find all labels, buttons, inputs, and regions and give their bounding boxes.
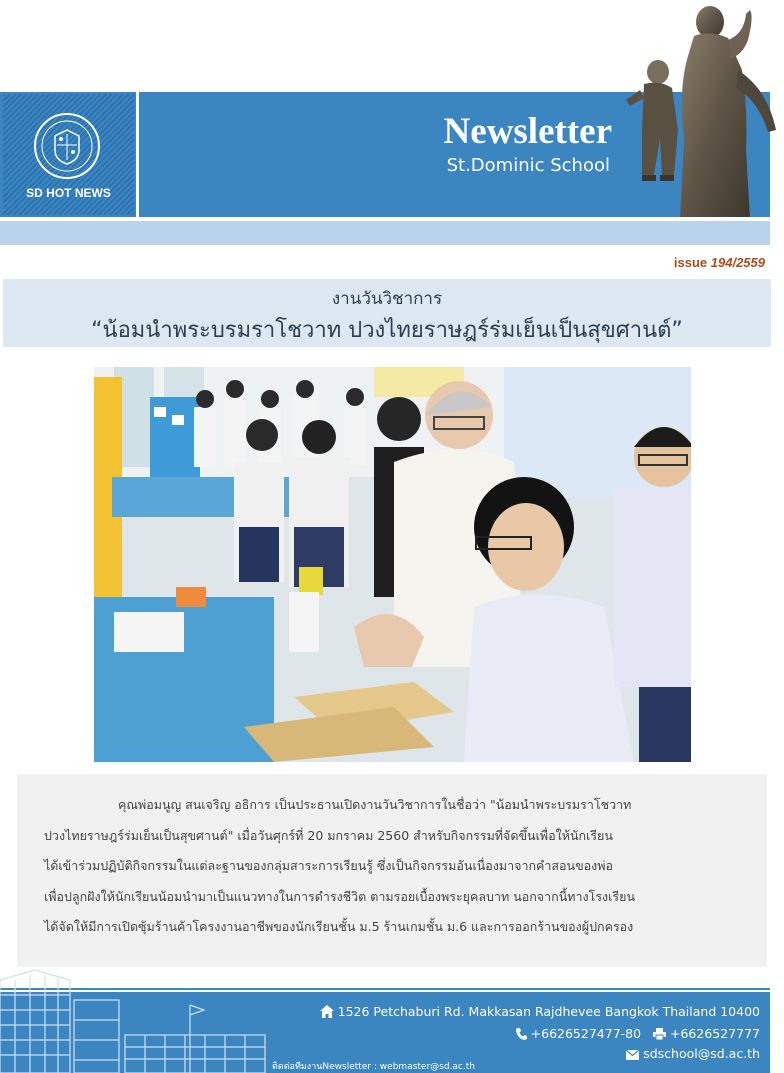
headline-line2: “น้อมนำพระบรมราโชวาท ปวงไทยราษฎร์ร่มเย็นเป็นสุขศานต์” bbox=[91, 318, 683, 343]
printer-icon bbox=[653, 1028, 666, 1040]
school-building-icon bbox=[0, 965, 275, 1073]
article-text bbox=[44, 790, 744, 943]
address-text: 1526 Petchaburi Rd. Makkasan Rajdhevee Bangkok Thailand 10400 bbox=[337, 1004, 760, 1019]
newsletter-contact[interactable]: ติดต่อทีมงานNewsletter : webmaster@sd.ac.th bbox=[272, 1062, 475, 1072]
newsletter-title: Newsletter bbox=[443, 111, 612, 152]
article-line: เพื่อปลูกฝังให้นักเรียนน้อมนำมาเป็นแนวทางในการดำรงชีวิต ตามรอยเบื้องพระยุคลบาท นอกจากนี้ทางโรงเรียน bbox=[44, 888, 636, 904]
article-line: ได้เข้าร่วมปฏิบัติกิจกรรมในแต่ละฐานของกลุ่มสาระการเรียนรู้ ซึ่งเป็นกิจกรรมอันเนื่องมาจากคำสอนของพ่อ bbox=[44, 858, 614, 873]
phone-icon bbox=[516, 1028, 527, 1040]
article-line: ได้จัดให้มีการเปิดซุ้มร้านค้าโครงงานอาชีพของนักเรียนชั้น ม.5 ร้านเกมชั้น ม.6 และการออกร้านของผู้ปกครอง bbox=[44, 919, 634, 934]
address-row bbox=[320, 1004, 760, 1019]
fax-number: +6626527777 bbox=[669, 1026, 760, 1041]
school-seal-icon bbox=[33, 112, 101, 180]
home-icon bbox=[320, 1005, 334, 1018]
school-name: St.Dominic School bbox=[446, 155, 610, 176]
issue-word: issue bbox=[673, 255, 708, 270]
issue-number: 194/2559 bbox=[710, 255, 765, 270]
article-line: คุณพ่อมนูญ สนเจริญ อธิการ เป็นประธานเปิดงานวันวิชาการในชื่อว่า "น้อมนำพระบรมราโชวาท bbox=[118, 797, 632, 812]
issue-label bbox=[560, 255, 765, 270]
event-photo bbox=[94, 367, 691, 762]
article-line: ปวงไทยราษฎร์ร่มเย็นเป็นสุขศานต์" เมื่อวันศุกร์ที่ 20 มกราคม 2560 สำหรับกิจกรรมที่จัดขึ้นเพื่อให้นักเรียน bbox=[44, 827, 613, 843]
header-lower-band bbox=[0, 221, 770, 245]
envelope-icon bbox=[626, 1050, 639, 1060]
email-row bbox=[626, 1046, 760, 1061]
email-link[interactable]: sdschool@sd.ac.th bbox=[643, 1046, 760, 1061]
phone-row bbox=[516, 1026, 760, 1041]
hot-news-label: SD HOT NEWS bbox=[26, 186, 111, 200]
statue-image bbox=[618, 0, 784, 218]
headline-line1: งานวันวิชาการ bbox=[331, 289, 443, 309]
header-divider bbox=[136, 92, 139, 217]
phone-number: +6626527477-80 bbox=[530, 1026, 642, 1041]
